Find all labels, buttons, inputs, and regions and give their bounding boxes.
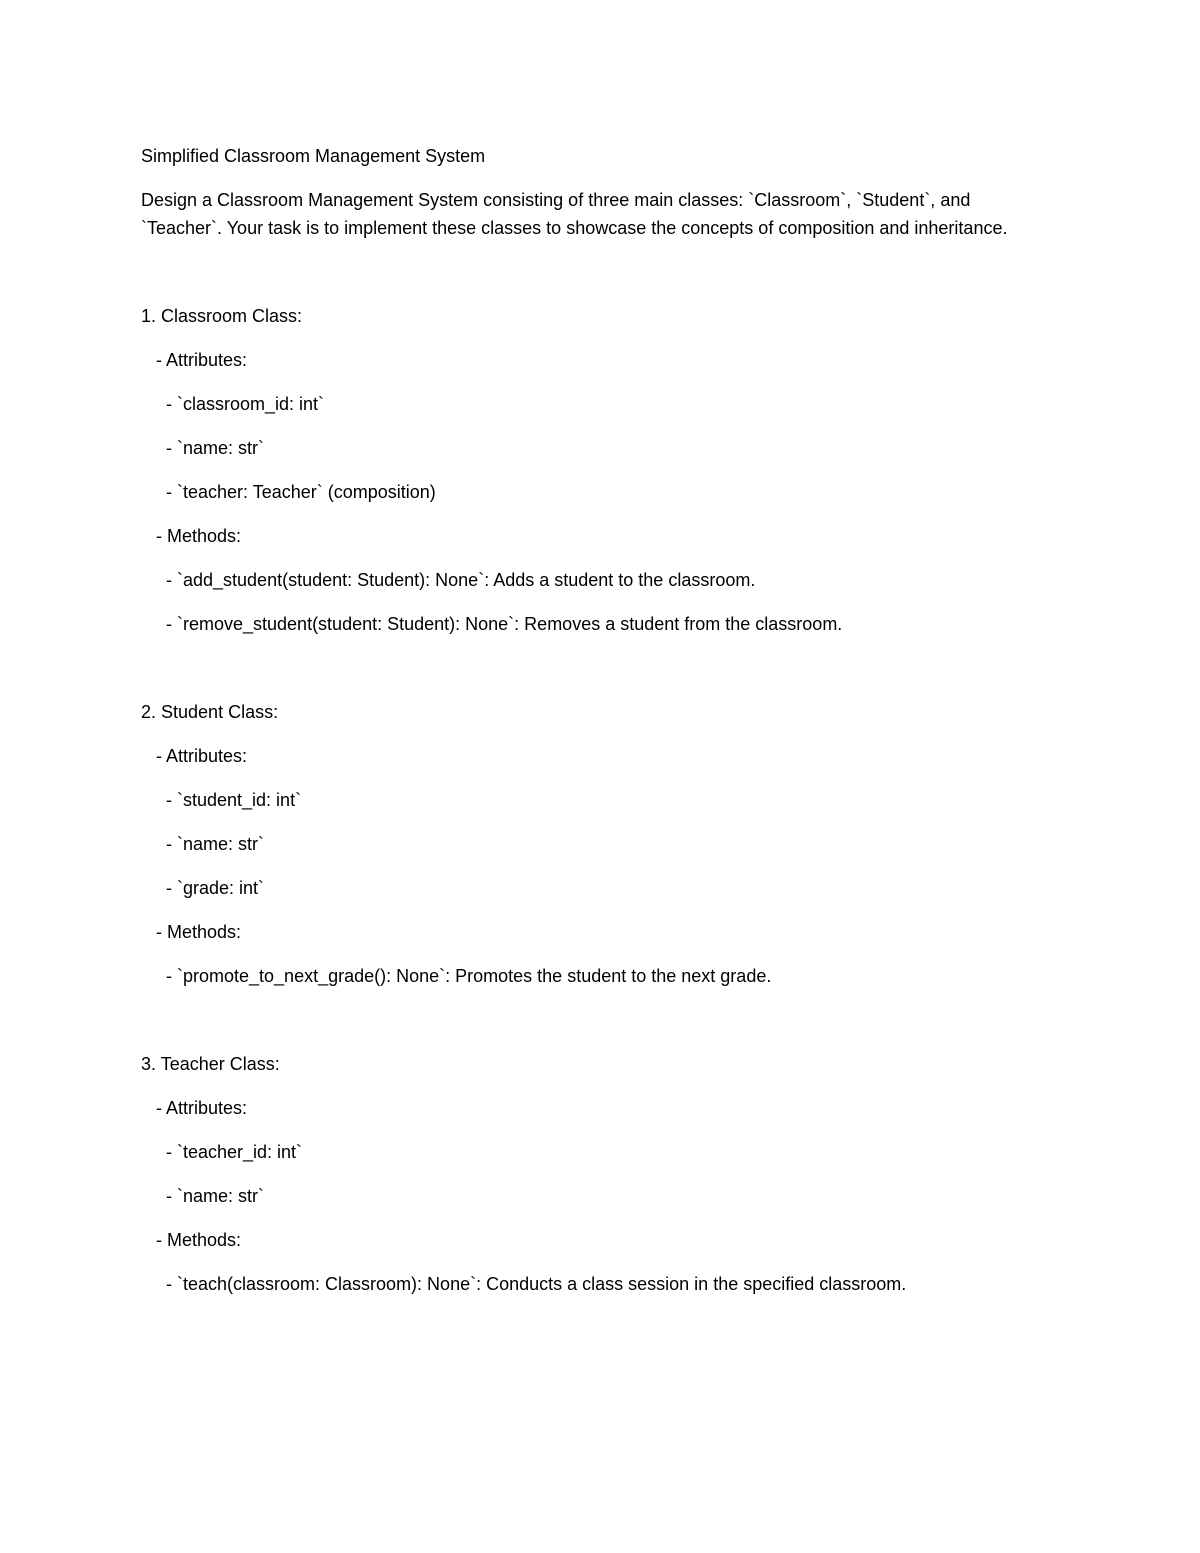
- method-item: - `teach(classroom: Classroom): None`: Conducts a class session in the specified classroom.: [166, 1274, 907, 1294]
- attribute-item: - `name: str`: [166, 1186, 265, 1206]
- section-heading: 2. Student Class:: [141, 702, 279, 722]
- method-item: - `remove_student(student: Student): None`: Removes a student from the classroom.: [166, 614, 843, 634]
- attribute-item: - `student_id: int`: [166, 790, 302, 810]
- attribute-item: - `name: str`: [166, 438, 265, 458]
- methods-label: - Methods:: [156, 1230, 242, 1250]
- method-item: - `promote_to_next_grade(): None`: Promotes the student to the next grade.: [166, 966, 772, 986]
- document-body: [141, 142, 1041, 1298]
- attribute-item: - `classroom_id: int`: [166, 394, 325, 414]
- attribute-item: - `teacher_id: int`: [166, 1142, 303, 1162]
- method-item: - `add_student(student: Student): None`: Adds a student to the classroom.: [166, 570, 756, 590]
- attributes-label: - Attributes:: [156, 1098, 248, 1118]
- section-student-class: [141, 698, 1041, 990]
- section-teacher-class: [141, 1050, 1041, 1298]
- attribute-item: - `teacher: Teacher` (composition): [166, 482, 436, 502]
- attribute-item: - `name: str`: [166, 834, 265, 854]
- attribute-item: - `grade: int`: [166, 878, 265, 898]
- section-heading: 3. Teacher Class:: [141, 1054, 280, 1074]
- methods-label: - Methods:: [156, 526, 242, 546]
- intro-paragraph: Design a Classroom Management System consisting of three main classes: `Classroom`, `Student`, and `Teacher`. Your task is to implement these classes to showcase the concepts of composition and inheritance.: [141, 190, 1008, 238]
- attributes-label: - Attributes:: [156, 350, 248, 370]
- section-classroom-class: [141, 302, 1041, 638]
- methods-label: - Methods:: [156, 922, 242, 942]
- attributes-label: - Attributes:: [156, 746, 248, 766]
- document-title: Simplified Classroom Management System: [141, 146, 486, 166]
- section-heading: 1. Classroom Class:: [141, 306, 303, 326]
